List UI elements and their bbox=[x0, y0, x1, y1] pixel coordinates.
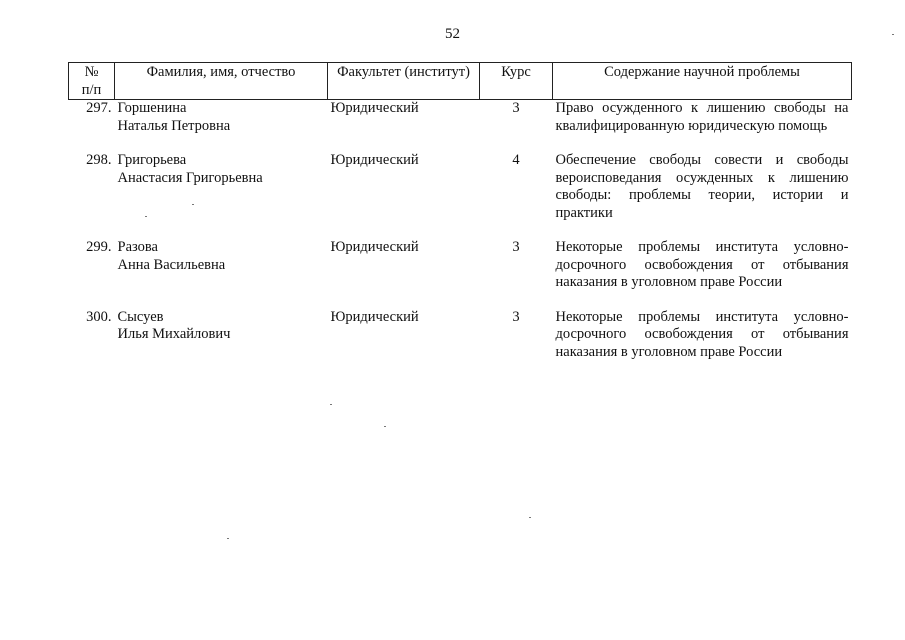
table-header-row bbox=[69, 63, 852, 100]
scan-speck bbox=[145, 216, 147, 217]
row-full-name bbox=[115, 100, 328, 153]
row-number: 297. bbox=[86, 100, 112, 116]
row-course: 3 bbox=[512, 239, 520, 255]
header-full-name: Фамилия, имя, отчество bbox=[115, 63, 328, 100]
scan-speck bbox=[192, 204, 194, 205]
row-faculty: Юридический bbox=[330, 152, 419, 168]
row-surname: Разова bbox=[117, 239, 158, 255]
row-topic: Право осужденного к лишению свободы на квалифицированную юридическую помощь bbox=[555, 100, 849, 134]
row-full-name bbox=[115, 152, 328, 239]
row-topic: Обеспечение свободы совести и свободы вероисповедания осужденных к лишению свободы: проблемы теории, истории и практики bbox=[555, 152, 849, 221]
row-course: 4 bbox=[512, 152, 520, 168]
row-full-name bbox=[115, 239, 328, 309]
table-row bbox=[69, 239, 852, 309]
row-given-names: Илья Михайлович bbox=[117, 326, 231, 342]
row-number: 300. bbox=[86, 308, 112, 325]
scan-speck bbox=[892, 34, 894, 35]
row-faculty: Юридический bbox=[330, 239, 419, 255]
students-table bbox=[68, 62, 852, 361]
row-full-name bbox=[115, 309, 328, 362]
table-row bbox=[69, 100, 852, 153]
page-number: 52 bbox=[445, 26, 460, 42]
row-given-names: Анастасия Григорьевна bbox=[117, 169, 263, 186]
header-topic: Содержание научной проблемы bbox=[553, 63, 852, 100]
row-faculty: Юридический bbox=[330, 100, 419, 116]
row-faculty: Юридический bbox=[330, 308, 419, 325]
header-course: Курс bbox=[480, 63, 553, 100]
header-number bbox=[69, 63, 115, 100]
scan-speck bbox=[330, 404, 332, 405]
row-surname: Горшенина bbox=[117, 100, 187, 116]
scan-speck bbox=[529, 517, 531, 518]
row-topic: Некоторые проблемы института условно-досрочного освобождения от отбывания наказания в уголовном праве России bbox=[555, 308, 849, 360]
row-course: 3 bbox=[512, 100, 520, 116]
scan-speck bbox=[227, 538, 229, 539]
header-faculty: Факультет (институт) bbox=[328, 63, 480, 100]
header-number-sign: № bbox=[84, 64, 99, 80]
row-given-names: Наталья Петровна bbox=[117, 117, 231, 134]
table-row bbox=[69, 309, 852, 362]
scan-speck bbox=[384, 426, 386, 427]
row-surname: Григорьева bbox=[117, 152, 187, 168]
row-given-names: Анна Васильевна bbox=[117, 256, 226, 273]
table-row bbox=[69, 152, 852, 239]
row-surname: Сысуев bbox=[117, 308, 164, 325]
row-number: 298. bbox=[86, 152, 112, 168]
header-number-abbr: п/п bbox=[81, 81, 102, 98]
row-course: 3 bbox=[512, 308, 520, 325]
row-topic: Некоторые проблемы института условно-досрочного освобождения от отбывания наказания в уголовном праве России bbox=[555, 239, 849, 290]
row-number: 299. bbox=[86, 239, 112, 255]
